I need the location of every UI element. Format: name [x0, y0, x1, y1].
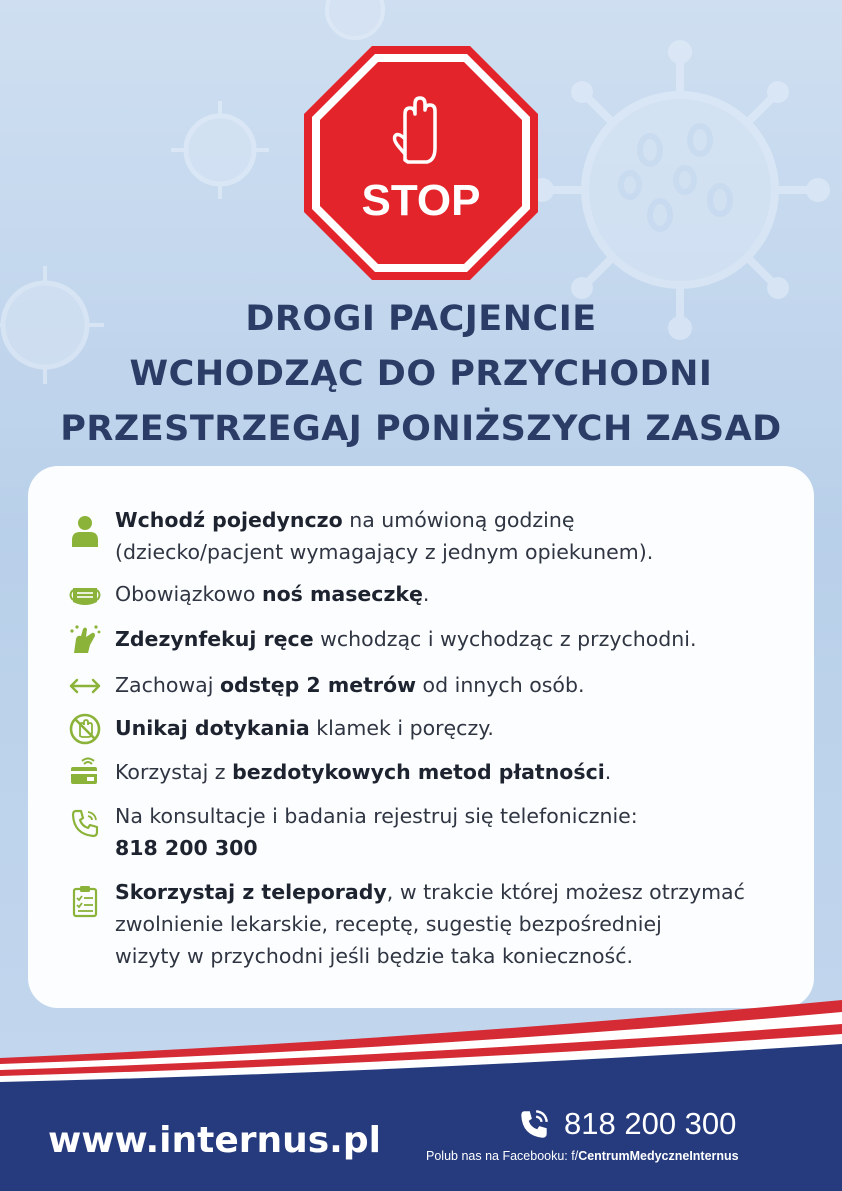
- headline-line-1: DROGI PACJENCIE: [245, 299, 597, 339]
- facebook-line[interactable]: [426, 1149, 739, 1163]
- distance-arrows-icon: [68, 669, 102, 703]
- page-headline: [0, 292, 842, 457]
- website-link[interactable]: www.internus.pl: [48, 1120, 381, 1161]
- clipboard-icon: [68, 884, 102, 918]
- virus-background-icon: [165, 95, 275, 205]
- headline-line-3: PRZESTRZEGAJ PONIŻSZYCH ZASAD: [60, 409, 782, 449]
- rule-text: Obowiązkowo noś maseczkę.: [115, 582, 430, 606]
- person-icon: [68, 514, 102, 548]
- rule-text: Zachowaj odstęp 2 metrów od innych osób.: [115, 673, 585, 697]
- hand-sanitize-icon: [68, 623, 102, 657]
- phone-icon: [68, 806, 102, 840]
- stop-label: STOP: [361, 176, 481, 225]
- no-touch-icon: [68, 712, 102, 746]
- stop-sign: [302, 44, 540, 282]
- rules-card: [28, 466, 814, 1008]
- contactless-card-icon: [68, 756, 102, 790]
- rule-text: Na konsultacje i badania rejestruj się telefonicznie: 818 200 300: [115, 804, 638, 860]
- headline-line-2: WCHODZĄC DO PRZYCHODNI: [129, 354, 713, 394]
- rule-text: Zdezynfekuj ręce wchodząc i wychodząc z przychodni.: [115, 627, 697, 651]
- phone-icon: [516, 1106, 552, 1142]
- face-mask-icon: [68, 578, 102, 612]
- rule-text: Korzystaj z bezdotykowych metod płatności.: [115, 760, 612, 784]
- rule-text: Wchodź pojedynczo na umówioną godzinę (dziecko/pacjent wymagający z jednym opiekunem).: [115, 508, 654, 564]
- footer-phone-number: 818 200 300: [564, 1106, 737, 1141]
- rule-text: Unikaj dotykania klamek i poręczy.: [115, 716, 494, 740]
- facebook-handle: CentrumMedyczneInternus: [578, 1149, 739, 1163]
- rule-text: Skorzystaj z teleporady, w trakcie której możesz otrzymać zwolnienie lekarskie, receptę, sugestię bezpośredniej wizyty w przychodni jeśli będzie taka konieczność.: [115, 880, 745, 968]
- facebook-prefix: Polub nas na Facebooku: f/: [426, 1149, 579, 1163]
